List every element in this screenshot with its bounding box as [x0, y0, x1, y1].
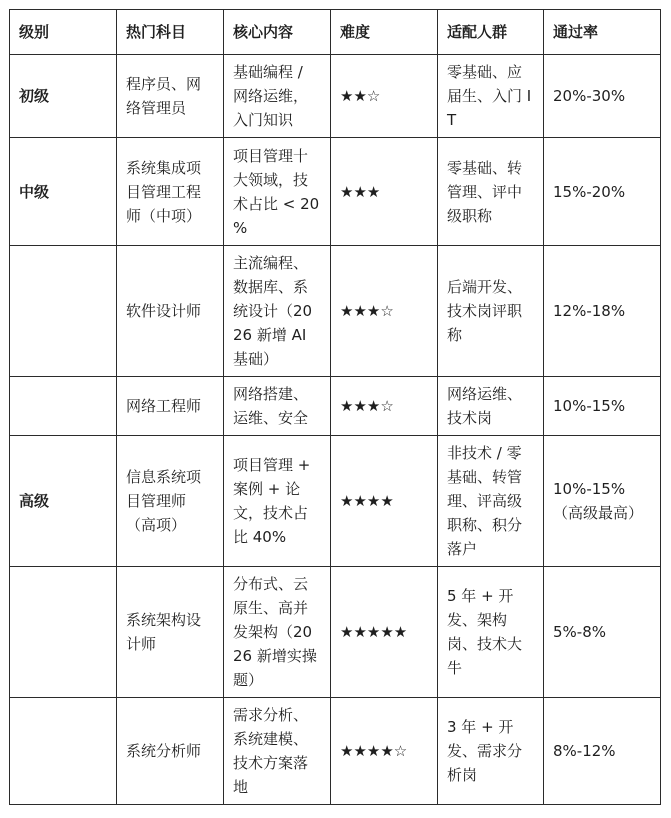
header-subject: 热门科目 [117, 10, 224, 55]
cell-audience: 零基础、应届生、入门 IT [438, 55, 544, 138]
cell-content: 基础编程 / 网络运维，入门知识 [224, 55, 331, 138]
cell-pass-rate: 5%-8% [544, 567, 661, 698]
cell-difficulty: ★★★☆ [331, 377, 438, 436]
cell-level: 初级 [10, 55, 117, 138]
cell-content: 主流编程、数据库、系统设计（2026 新增 AI 基础） [224, 246, 331, 377]
cell-pass-rate: 8%-12% [544, 698, 661, 805]
cell-subject: 系统架构设计师 [117, 567, 224, 698]
header-audience: 适配人群 [438, 10, 544, 55]
table-row [10, 246, 661, 377]
cell-content: 网络搭建、运维、安全 [224, 377, 331, 436]
cell-audience: 零基础、转管理、评中级职称 [438, 138, 544, 246]
cell-subject: 软件设计师 [117, 246, 224, 377]
table-row [10, 377, 661, 436]
cell-pass-rate: 10%-15%（高级最高） [544, 436, 661, 567]
cell-level [10, 567, 117, 698]
cell-content: 需求分析、系统建模、技术方案落地 [224, 698, 331, 805]
cell-subject: 网络工程师 [117, 377, 224, 436]
header-row [10, 10, 661, 55]
cell-level [10, 246, 117, 377]
cell-content: 项目管理 + 案例 + 论文，技术占比 40% [224, 436, 331, 567]
table-row [10, 138, 661, 246]
header-level: 级别 [10, 10, 117, 55]
cell-difficulty: ★★☆ [331, 55, 438, 138]
cell-subject: 程序员、网络管理员 [117, 55, 224, 138]
cell-difficulty: ★★★★★ [331, 567, 438, 698]
cell-level [10, 698, 117, 805]
cell-difficulty: ★★★★☆ [331, 698, 438, 805]
cell-audience: 网络运维、技术岗 [438, 377, 544, 436]
cell-subject: 信息系统项目管理师（高项） [117, 436, 224, 567]
cell-content: 项目管理十大领域，技术占比 < 20 % [224, 138, 331, 246]
cell-level [10, 377, 117, 436]
header-pass-rate: 通过率 [544, 10, 661, 55]
cell-content: 分布式、云原生、高并发架构（2026 新增实操题） [224, 567, 331, 698]
cell-audience: 后端开发、技术岗评职称 [438, 246, 544, 377]
cell-difficulty: ★★★★ [331, 436, 438, 567]
cell-audience: 非技术 / 零基础、转管理、评高级职称、积分落户 [438, 436, 544, 567]
table-row [10, 567, 661, 698]
exam-table [9, 9, 661, 805]
header-content: 核心内容 [224, 10, 331, 55]
cell-level: 中级 [10, 138, 117, 246]
cell-difficulty: ★★★☆ [331, 246, 438, 377]
cell-difficulty: ★★★ [331, 138, 438, 246]
cell-audience: 3 年 + 开发、需求分析岗 [438, 698, 544, 805]
table-row [10, 698, 661, 805]
table-row [10, 55, 661, 138]
cell-pass-rate: 12%-18% [544, 246, 661, 377]
header-difficulty: 难度 [331, 10, 438, 55]
cell-level: 高级 [10, 436, 117, 567]
cell-pass-rate: 20%-30% [544, 55, 661, 138]
cell-subject: 系统集成项目管理工程师（中项） [117, 138, 224, 246]
table-row [10, 436, 661, 567]
cell-pass-rate: 10%-15% [544, 377, 661, 436]
cell-audience: 5 年 + 开发、架构岗、技术大牛 [438, 567, 544, 698]
cell-subject: 系统分析师 [117, 698, 224, 805]
cell-pass-rate: 15%-20% [544, 138, 661, 246]
